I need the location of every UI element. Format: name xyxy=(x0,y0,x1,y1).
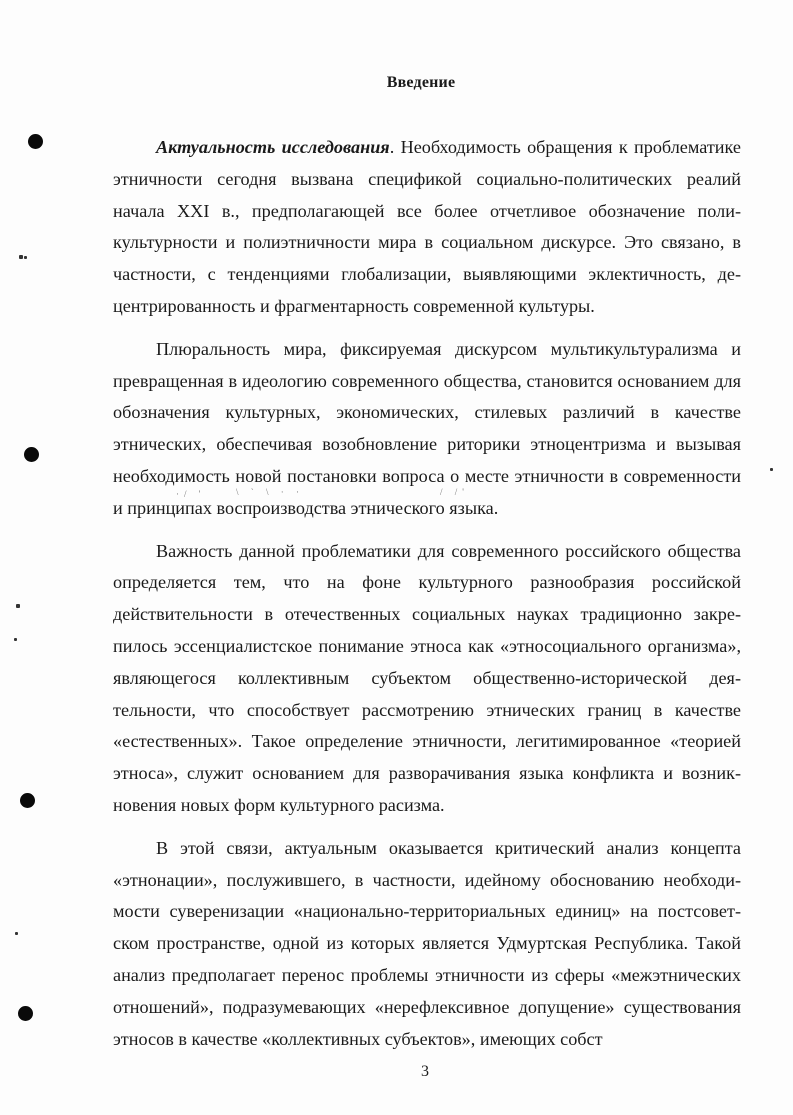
punch-hole-mark xyxy=(28,134,43,149)
document-body xyxy=(113,132,741,1066)
scan-speck xyxy=(19,255,23,259)
scan-speck xyxy=(14,638,17,641)
section-heading: Введение xyxy=(386,74,456,91)
scan-speck xyxy=(24,256,27,259)
scan-marks: / /' xyxy=(440,487,469,497)
paragraph-text: Важность данной проблематики для современного российского общества определяется тем, что на фоне культурного разнообразия российской действительности в отечественных социальных науках традиционно закрепилось эссенциалистское понимание этноса как «этносоциального организма», являющегося коллективным субъектом общественно-исторической деятельности, что способствует рассмотрению этнических границ в качестве «естественных». Такое определение этничности, легитимированное «теорией этноса», служит основанием для разворачивания языка конфликта и возникновения новых форм культурного расизма. xyxy=(113,540,741,815)
scan-speck xyxy=(770,468,773,471)
paragraph xyxy=(113,132,741,323)
page-number: 3 xyxy=(421,1063,429,1080)
punch-hole-mark xyxy=(18,1006,33,1021)
paragraph xyxy=(113,334,741,525)
paragraph-text: Плюральность мира, фиксируемая дискурсом мультикультурализма и превращенная в идеологию современного общества, становится основанием для обозначения культурных, экономических, стилевых различий в качестве этнических, обеспечивая возобновление риторики этноцентризма и вызывая необходимость новой постановки вопроса о месте этничности в современности и принципах воспроизводства этнического языка. xyxy=(113,338,741,518)
scan-marks: ·/ ' xyxy=(176,489,206,499)
scan-speck xyxy=(15,932,18,935)
paragraph xyxy=(113,833,741,1056)
scan-marks: \ ` \ · · xyxy=(236,487,304,497)
paragraph xyxy=(113,536,741,822)
paragraph-lead-term: Актуальность исследования xyxy=(156,137,390,157)
paragraph-text: В этой связи, актуальным оказывается критический анализ концепта «этнонации», послужившего, в частности, идейному обоснованию необходимости суверенизации «национально-территориальных единиц» на постсоветском пространстве, одной из которых является Удмуртская Республика. Такой анализ предполагает перенос проблемы этничности из сферы «межэтнических отношений», подразумевающих «нерефлексивное допущение» существования этносов в качестве «коллективных субъектов», имеющих собст xyxy=(113,837,741,1049)
scan-speck xyxy=(16,604,20,608)
paragraph-text: . Необходимость обращения к проблематике этничности сегодня вызвана спецификой социально-политических реалий начала XXI в., предполагающей все более отчетливое обозначение поликультурности и полиэтничности мира в социальном дискурсе. Это связано, в частности, с тенденциями глобализации, выявляющими эклектичность, децентрированность и фрагментарность современной культуры. xyxy=(113,137,742,316)
punch-hole-mark xyxy=(24,447,39,462)
punch-hole-mark xyxy=(20,793,35,808)
